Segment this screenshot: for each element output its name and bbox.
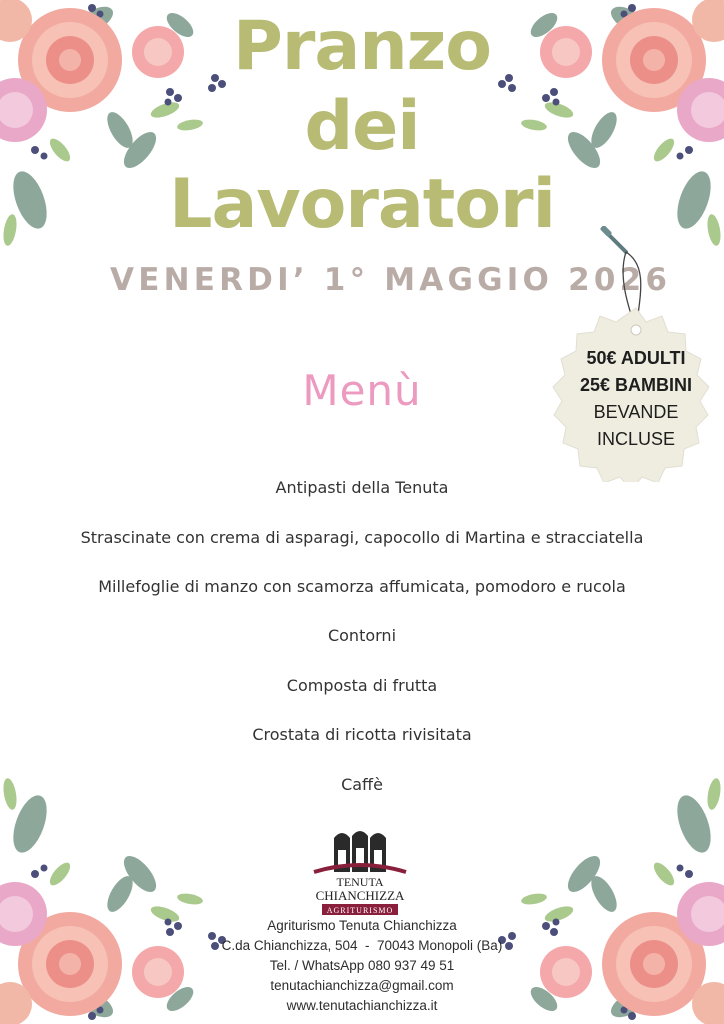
footer-website[interactable]: www.tenutachianchizza.it: [286, 998, 438, 1013]
dish-item: Millefoglie di manzo con scamorza affumicata, pomodoro e rucola: [98, 577, 626, 596]
footer-name: Agriturismo Tenuta Chianchizza: [267, 918, 457, 933]
drinks-line-1: BEVANDE: [593, 402, 679, 422]
event-date: VENERDI’ 1° MAGGIO 2026: [110, 262, 672, 298]
pin-icon: [600, 226, 626, 252]
title-line-1: Pranzo: [233, 7, 491, 86]
footer-email[interactable]: tenutachianchizza@gmail.com: [270, 978, 454, 993]
footer-address: C.da Chianchizza, 504 - 70043 Monopoli (Ba): [221, 938, 503, 953]
drinks-line-2: INCLUSE: [596, 429, 676, 449]
title-line-2: dei: [304, 87, 420, 166]
logo-subtitle: AGRITURISMO: [326, 906, 394, 915]
logo-name-line-2: CHIANCHIZZA: [315, 888, 405, 903]
dish-item: Crostata di ricotta rivisitata: [252, 725, 472, 744]
dish-item: Composta di frutta: [286, 676, 438, 695]
dish-item: Contorni: [327, 626, 397, 645]
dish-item: Caffè: [341, 775, 383, 794]
title-line-3: Lavoratori: [169, 165, 555, 244]
price-children: 25€ BAMBINI: [579, 375, 693, 395]
dish-item: Strascinate con crema di asparagi, capocollo di Martina e stracciatella: [80, 528, 644, 547]
tenuta-chianchizza-logo: [304, 828, 416, 916]
footer-phone[interactable]: Tel. / WhatsApp 080 937 49 51: [269, 958, 455, 973]
price-adults: 50€ ADULTI: [586, 348, 686, 368]
logo-name-line-1: TENUTA: [336, 875, 384, 889]
contact-footer: [0, 916, 724, 1016]
dish-item: Antipasti della Tenuta: [275, 478, 449, 497]
menu-heading: Menù: [302, 366, 422, 415]
